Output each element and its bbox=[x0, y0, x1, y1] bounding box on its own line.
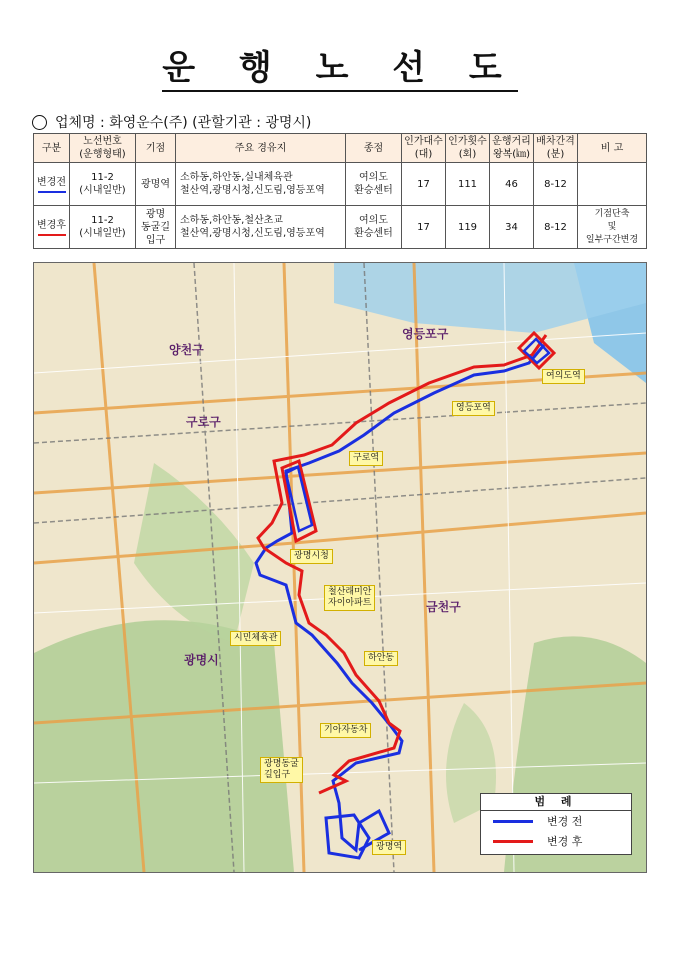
table-cell-via: 소하동,하안동,철산초교 철산역,광명시청,신도림,영등포역 bbox=[176, 206, 346, 249]
district-label: 금천구 bbox=[426, 600, 461, 614]
table-cell-buses: 17 bbox=[402, 206, 446, 249]
table-header-cell: 운행거리 왕복(㎞) bbox=[490, 134, 534, 163]
table-cell-start: 광명역 bbox=[136, 163, 176, 206]
district-label: 광명시 bbox=[184, 653, 219, 667]
table-cell-trips: 119 bbox=[446, 206, 490, 249]
table-cell-distance: 46 bbox=[490, 163, 534, 206]
map-background bbox=[34, 263, 646, 872]
company-line bbox=[32, 112, 311, 132]
table-cell-route: 11-2 (시내일반) bbox=[70, 163, 136, 206]
route-info-table bbox=[33, 133, 647, 249]
table-cell-kind: 변경후 bbox=[34, 206, 70, 249]
table-cell-via: 소하동,하안동,실내체육관 철산역,광명시청,신도림,영등포역 bbox=[176, 163, 346, 206]
stop-label: 시민체육관 bbox=[230, 631, 281, 646]
circle-icon bbox=[32, 115, 47, 130]
table-cell-end: 여의도 환승센터 bbox=[346, 163, 402, 206]
table-cell-buses: 17 bbox=[402, 163, 446, 206]
table-header-cell: 배차간격 (분) bbox=[534, 134, 578, 163]
stop-label: 하안동 bbox=[364, 651, 398, 666]
table-cell-note: 기점단축 및 일부구간변경 bbox=[578, 206, 647, 249]
table-cell-trips: 111 bbox=[446, 163, 490, 206]
stop-label: 철산래미안 자이아파트 bbox=[324, 585, 375, 611]
table-cell-interval: 8-12 bbox=[534, 206, 578, 249]
table-header-cell: 구분 bbox=[34, 134, 70, 163]
table-cell-distance: 34 bbox=[490, 206, 534, 249]
stop-label: 기아자동차 bbox=[320, 723, 371, 738]
table-header-cell: 비 고 bbox=[578, 134, 647, 163]
stop-label: 광명역 bbox=[372, 840, 406, 855]
stop-label: 영등포역 bbox=[452, 401, 495, 416]
company-text: 업체명 : 화영운수(주) (관할기관 : 광명시) bbox=[55, 115, 312, 131]
stop-label: 구로역 bbox=[349, 451, 383, 466]
stop-label: 여의도역 bbox=[542, 369, 585, 384]
legend-after-swatch bbox=[493, 840, 533, 843]
district-label: 양천구 bbox=[169, 343, 204, 357]
route-color-swatch bbox=[38, 234, 66, 236]
table-header-cell: 인가대수 (대) bbox=[402, 134, 446, 163]
table-row bbox=[34, 206, 647, 249]
table-cell-note bbox=[578, 163, 647, 206]
legend-title: 범 례 bbox=[481, 794, 631, 811]
table-header-cell: 인가횟수 (회) bbox=[446, 134, 490, 163]
table-cell-end: 여의도 환승센터 bbox=[346, 206, 402, 249]
table-cell-kind: 변경전 bbox=[34, 163, 70, 206]
table-row bbox=[34, 163, 647, 206]
table-cell-interval: 8-12 bbox=[534, 163, 578, 206]
legend-before: 변경 전 bbox=[481, 811, 631, 831]
table-header-cell: 기점 bbox=[136, 134, 176, 163]
table-header-cell: 노선번호 (운행형태) bbox=[70, 134, 136, 163]
table-header-row bbox=[34, 134, 647, 163]
route-map bbox=[33, 262, 647, 873]
table-header-cell: 주요 경유지 bbox=[176, 134, 346, 163]
route-color-swatch bbox=[38, 191, 66, 193]
map-legend bbox=[480, 793, 632, 855]
table-cell-route: 11-2 (시내일반) bbox=[70, 206, 136, 249]
stop-label: 광명시청 bbox=[290, 549, 333, 564]
district-label: 구로구 bbox=[186, 415, 221, 429]
legend-after: 변경 후 bbox=[481, 831, 631, 851]
table-cell-start: 광명 동굴길 입구 bbox=[136, 206, 176, 249]
page-title: 운 행 노 선 도 bbox=[0, 40, 680, 89]
stop-label: 광명동굴 길입구 bbox=[260, 757, 303, 783]
district-label: 영등포구 bbox=[402, 327, 449, 341]
legend-before-swatch bbox=[493, 820, 533, 823]
table-header-cell: 종점 bbox=[346, 134, 402, 163]
